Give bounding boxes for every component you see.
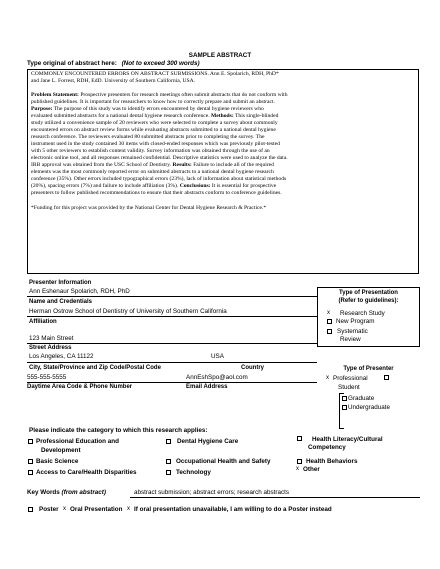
category-checkbox[interactable] [166, 439, 171, 444]
presenter-bracket [339, 393, 344, 394]
methods-label: Methods: [211, 113, 234, 119]
category-label: Occupational Health and Safety [176, 458, 271, 465]
poster-label: Poster [39, 506, 59, 513]
presenter-type-heading: Type of Presenter [343, 366, 394, 372]
body-line-1: study utilized a convenience sample of 20 reviewers who were selected to complete a survey about commonly [31, 120, 278, 126]
purpose-line-1 [31, 106, 417, 113]
category-label: Development [41, 447, 81, 454]
category-checkbox[interactable] [166, 459, 171, 464]
category-label: Dental Hygiene Care [177, 438, 239, 445]
body-line-10 [31, 183, 417, 190]
professional-mark[interactable]: x [326, 375, 329, 381]
keywords-underline [130, 497, 420, 498]
methods-text-1: This single-blinded [235, 113, 279, 119]
divider [27, 382, 317, 383]
results-label: Results: [172, 162, 192, 168]
category-label: Basic Science [36, 458, 79, 465]
research-study-mark[interactable]: x [327, 310, 330, 316]
city-value[interactable]: Los Angeles, CA 11122 [29, 353, 94, 360]
body-line-7 [31, 162, 417, 169]
new-program-option: New Program [336, 318, 375, 325]
email-label: Email Address [186, 384, 228, 390]
conclusions-text-1: It is essential for prospective [211, 183, 277, 189]
keywords-label: Key Words [27, 489, 60, 496]
results-text-2: (20%), spacing errors (7%) and failure to include affiliation (3%). [31, 183, 179, 189]
poster-checkbox[interactable] [28, 507, 33, 512]
page-title: SAMPLE ABSTRACT [188, 52, 252, 59]
student-checkbox[interactable] [384, 375, 389, 380]
category-label: Competency [308, 444, 346, 451]
category-checkbox[interactable] [297, 459, 302, 464]
conclusions-label: Conclusions: [179, 183, 211, 189]
body-line-5: with 5 other reviewers to establish content validity. Survey information was obtained through the use of an [31, 148, 270, 154]
category-checkbox[interactable] [297, 436, 302, 441]
systematic-review-option-2: Review [340, 336, 361, 343]
research-study-option: Research Study [340, 310, 385, 317]
presenter-info-heading: Presenter Information [29, 280, 92, 286]
category-mark-other[interactable]: x [296, 466, 299, 472]
body-line-6: electronic online tool, and all responses remained confidential. Descriptive statistics were used to analyze the data. [31, 155, 288, 161]
graduate-checkbox[interactable] [342, 396, 347, 401]
abstract-authors-line: and Jane L. Forrest, RDH, EdD. University of Southern California, USA. [31, 78, 196, 84]
body-line-9: conference (35%). Other errors included typographical errors (23%), lack of information about statistical methods [31, 176, 287, 182]
body-line-11: presenters to follow published recommendations to ensure that their abstracts conform to conference guidelines. [31, 190, 282, 196]
fallback-poster-label: If oral presentation unavailable, I am willing to do a Poster instead [134, 506, 332, 513]
undergraduate-option: Undergraduate [348, 404, 391, 411]
results-text-1: Failure to include all of the required [193, 162, 274, 168]
problem-text-2: published guidelines. It is important for researchers to know how to correctly prepare and submit an abstract. [31, 99, 275, 105]
new-program-checkbox[interactable] [327, 319, 332, 324]
body-line-3: research conference. The reviewers evaluated 80 submitted abstracts prior to completing the survey. The [31, 134, 265, 140]
systematic-review-option-1: Systematic [337, 328, 368, 335]
phone-label: Daytime Area Code & Phone Number [27, 384, 133, 390]
divider [27, 343, 317, 344]
presenter-bracket [339, 393, 340, 428]
category-checkbox[interactable] [166, 470, 171, 475]
affiliation-label: Affiliation [29, 319, 57, 325]
affiliation-value[interactable]: Herman Ostrow School of Dentistry of University of Southern California [29, 308, 227, 315]
presentation-heading-1: Type of Presentation [339, 290, 398, 296]
fallback-poster-mark[interactable]: x [127, 506, 130, 512]
purpose-label: Purpose: [31, 106, 53, 112]
body-line-2: encountered errors on abstract review forms while evaluating abstracts submitted to a national dental hygiene [31, 127, 276, 133]
body-line-8: elements was the most commonly reported error on submitted abstracts to a national dental hygiene research [31, 169, 274, 175]
category-label: Other [303, 466, 320, 473]
email-value[interactable]: AnnEshSpo@aol.com [186, 374, 248, 381]
type-original-label: Type original of abstract here: [27, 60, 117, 67]
divider [27, 296, 317, 297]
presenter-bracket [339, 428, 344, 429]
abstract-text-box[interactable] [27, 69, 419, 274]
problem-line-1 [31, 92, 417, 99]
problem-text-1: Prospective presenters for research meetings often submit abstracts that do not conform with [80, 92, 288, 98]
street-address-label: Street Address [29, 345, 72, 351]
category-label: Professional Education and [36, 438, 119, 445]
name-credentials-label: Name and Credentials [29, 299, 93, 305]
purpose-line-2 [31, 113, 417, 120]
purpose-text-1: The purpose of this study was to identify errors encountered by dental hygiene reviewers who [53, 106, 264, 112]
abstract-title-line: COMMONLY ENCOUNTERED ERRORS ON ABSTRACT SUBMISSIONS. Ann E. Spolarich, RDH, PhD* [31, 71, 279, 77]
student-option: Student [338, 384, 360, 391]
category-label: Health Literacy/Cultural [312, 436, 383, 443]
presentation-heading-2: (Refer to guidelines): [338, 298, 399, 304]
category-label: Access to Care/Health Disparities [36, 469, 137, 476]
country-label: Country [241, 365, 264, 371]
problem-label: Problem Statement: [31, 92, 79, 98]
keywords-label-line [27, 489, 106, 496]
divider [27, 316, 317, 317]
category-checkbox[interactable] [28, 459, 33, 464]
type-original-line [27, 60, 200, 67]
phone-value[interactable]: 555-555-5555 [27, 374, 67, 381]
irb-text: IRB approval was obtained from the USC School of Dentistry. [31, 162, 172, 168]
category-label: Technology [176, 469, 211, 476]
undergraduate-checkbox[interactable] [342, 405, 347, 410]
funding-note: *Funding for this project was provided by the National Center for Dental Hygiene Research & Practice.* [31, 205, 267, 211]
category-prompt: Please indicate the category to which this research applies: [29, 427, 208, 434]
keywords-value[interactable]: abstract submission; abstract errors; research abstracts [134, 489, 290, 496]
oral-presentation-label: Oral Presentation [70, 506, 123, 513]
word-limit-note: (Not to exceed 300 words) [121, 60, 200, 67]
systematic-review-checkbox[interactable] [327, 329, 332, 334]
oral-presentation-mark[interactable]: x [63, 506, 66, 512]
keywords-note: (from abstract) [61, 489, 106, 496]
purpose-text-2: evaluated submitted abstracts for a national dental hygiene research conference. [31, 113, 210, 119]
category-checkbox[interactable] [28, 439, 33, 444]
body-line-4: instrument used in the study contained 30 items with closed-ended responses which was previously pilot-tested [31, 141, 280, 147]
country-value[interactable]: USA [211, 353, 224, 360]
category-label: Health Behaviors [306, 458, 358, 465]
divider [27, 362, 317, 363]
graduate-option: Graduate [348, 395, 375, 402]
presenter-name-value[interactable]: Ann Eshenaur Spolarich, RDH, PhD [29, 288, 130, 295]
street-value[interactable]: 123 Main Street [29, 335, 74, 342]
category-checkbox[interactable] [28, 470, 33, 475]
professional-option: Professional [333, 375, 368, 382]
city-label: City, State/Province and Zip Code/Postal Code [29, 365, 161, 371]
